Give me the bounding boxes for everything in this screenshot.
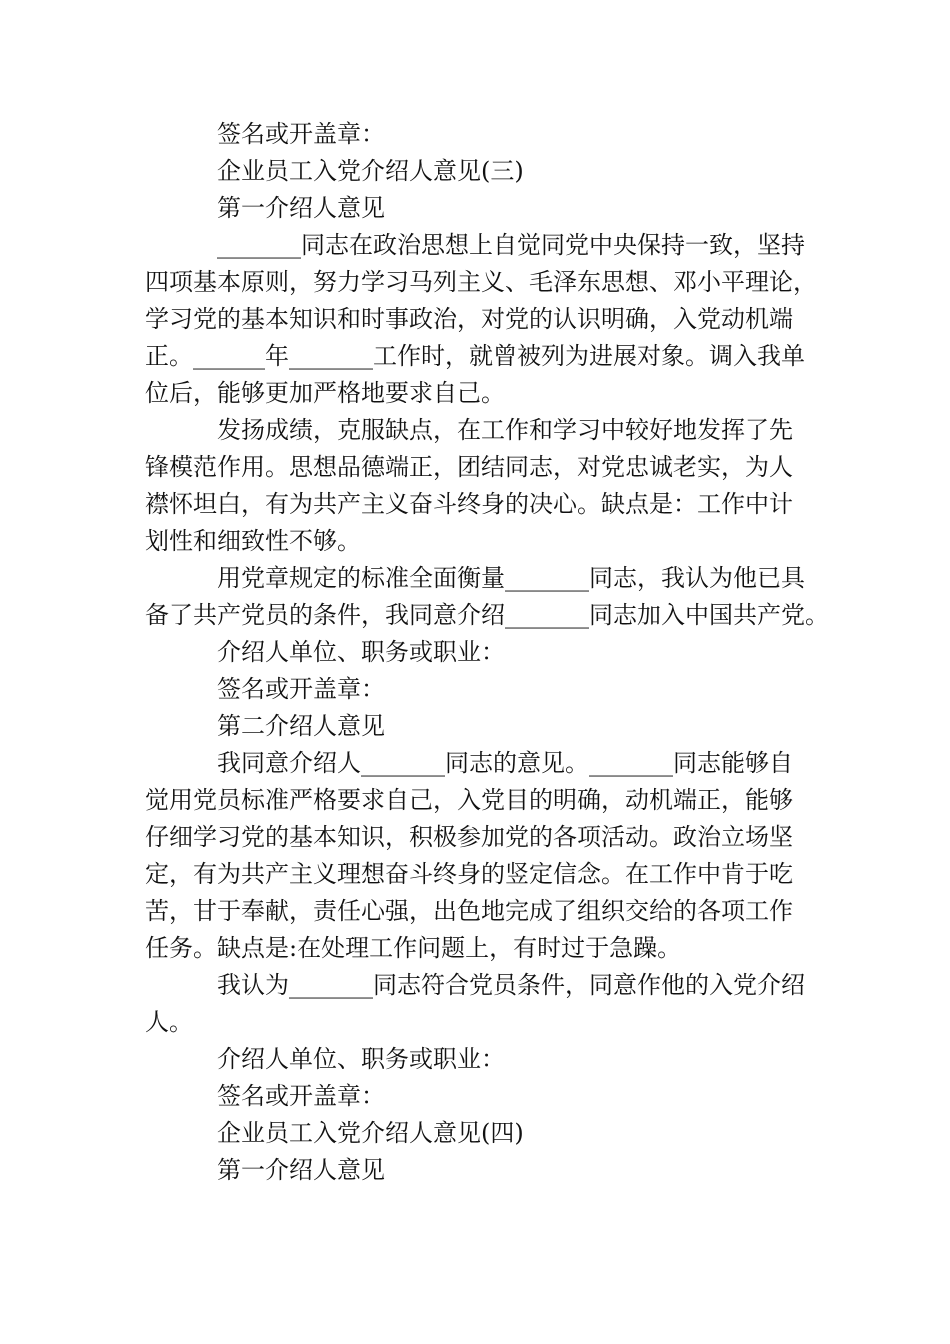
- paragraph-line: 定，有为共产主义理想奋斗终身的竖定信念。在工作中肯于吃: [145, 860, 793, 888]
- paragraph-line: 觉用党员标准严格要求自己，入党目的明确，动机端正，能够: [145, 786, 793, 814]
- section-title: 企业员工入党介绍人意见(三): [217, 157, 524, 185]
- document-body: [145, 116, 829, 1189]
- paragraph-line: 正。______年_______工作时，就曾被列为进展对象。调入我单: [145, 342, 805, 370]
- section-title: 企业员工入党介绍人意见(四): [217, 1119, 524, 1147]
- paragraph-line: _______同志在政治思想上自觉同党中央保持一致，坚持: [217, 231, 805, 259]
- referrer-unit-line: 介绍人单位、职务或职业：: [217, 638, 505, 666]
- paragraph-line: 任务。缺点是:在处理工作问题上，有时过于急躁。: [145, 934, 682, 962]
- paragraph-line: 锋模范作用。思想品德端正，团结同志，对党忠诚老实，为人: [145, 453, 793, 481]
- subsection-heading: 第一介绍人意见: [217, 1156, 385, 1184]
- paragraph-line: 仔细学习党的基本知识，积极参加党的各项活动。政治立场坚: [145, 823, 793, 851]
- paragraph-line: 学习党的基本知识和时事政治，对党的认识明确，入党动机端: [145, 305, 793, 333]
- paragraph-line: 我认为_______同志符合党员条件，同意作他的入党介绍: [217, 971, 805, 999]
- paragraph-line: 发扬成绩，克服缺点，在工作和学习中较好地发挥了先: [217, 416, 793, 444]
- paragraph-line: 四项基本原则，努力学习马列主义、毛泽东思想、邓小平理论，: [145, 268, 817, 296]
- referrer-unit-line: 介绍人单位、职务或职业：: [217, 1045, 505, 1073]
- signature-line: 签名或开盖章：: [217, 120, 385, 148]
- paragraph-line: 划性和细致性不够。: [145, 527, 361, 555]
- signature-line: 签名或开盖章：: [217, 675, 385, 703]
- subsection-heading: 第二介绍人意见: [217, 712, 385, 740]
- paragraph-line: 我同意介绍人_______同志的意见。_______同志能够自: [217, 749, 793, 777]
- paragraph-line: 苦，甘于奉献，责任心强，出色地完成了组织交给的各项工作: [145, 897, 793, 925]
- paragraph-line: 襟怀坦白，有为共产主义奋斗终身的决心。缺点是：工作中计: [145, 490, 793, 518]
- paragraph-line: 人。: [145, 1008, 193, 1036]
- paragraph-line: 位后，能够更加严格地要求自己。: [145, 379, 505, 407]
- signature-line: 签名或开盖章：: [217, 1082, 385, 1110]
- paragraph-line: 用党章规定的标准全面衡量_______同志，我认为他已具: [217, 564, 805, 592]
- paragraph-line: 备了共产党员的条件，我同意介绍_______同志加入中国共产党。: [145, 601, 829, 629]
- subsection-heading: 第一介绍人意见: [217, 194, 385, 222]
